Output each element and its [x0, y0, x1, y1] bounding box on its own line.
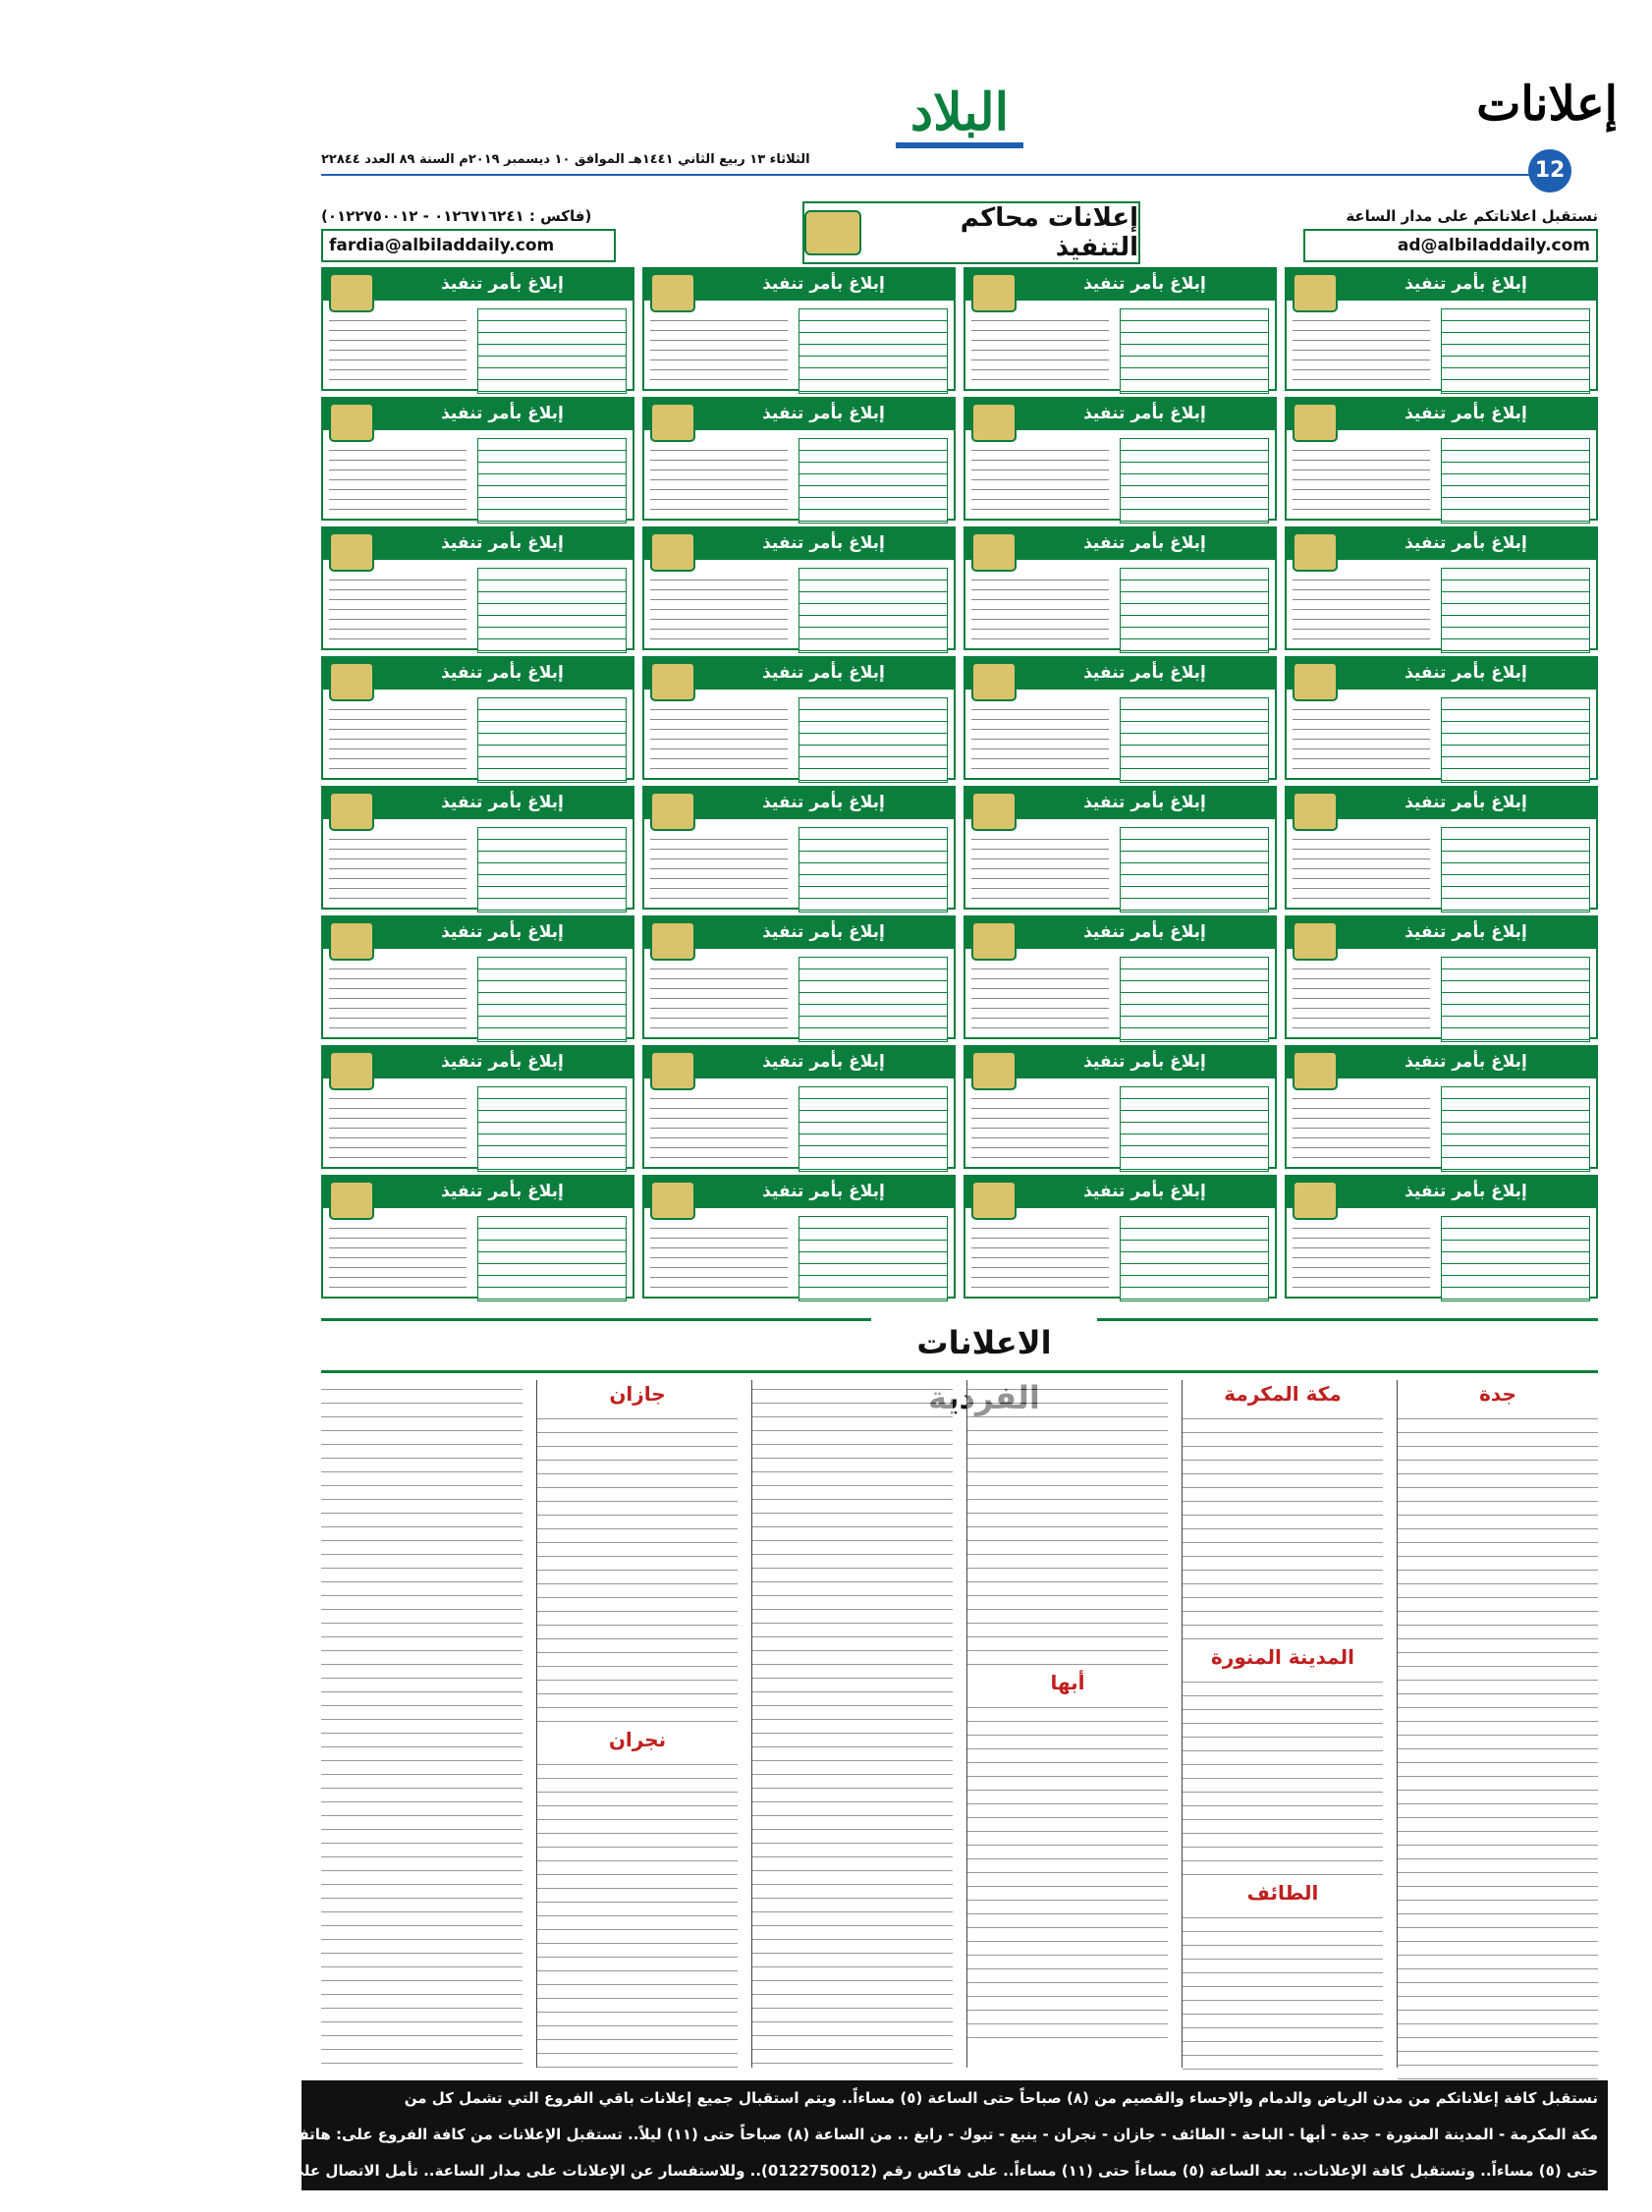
card-title: إبلاغ بأمر تنفيذ — [1083, 922, 1206, 942]
ads-column — [966, 1380, 1168, 2068]
execution-notice-card — [964, 526, 1277, 650]
notice-text — [329, 703, 467, 774]
notice-text — [971, 703, 1109, 774]
ministry-emblem-icon — [650, 1181, 695, 1220]
execution-notice-card — [642, 656, 956, 780]
card-title: إبلاغ بأمر تنفيذ — [762, 274, 885, 294]
ministry-emblem-icon — [971, 1051, 1017, 1090]
individual-ads-banner — [321, 1318, 1598, 1373]
banner-left-email: fardia@albiladdaily.com — [321, 229, 616, 262]
ads-column — [321, 1380, 523, 2068]
ministry-emblem-icon — [1293, 532, 1338, 572]
case-details-table — [1120, 827, 1269, 912]
execution-notice-card — [642, 1045, 956, 1169]
card-title: إبلاغ بأمر تنفيذ — [1083, 533, 1206, 553]
execution-notice-card — [964, 915, 1277, 1039]
case-details-table — [798, 697, 948, 783]
footer-line-1: نستقبل كافة إعلاناتكم من مدن الرياض والدمام والإحساء والقصيم من (٨) صباحاً حتى الساعة (٥) مساءاً.. ويتم استقبال جميع إعلانات باقي الفروع التي تشمل كل من — [404, 2089, 1598, 2107]
banner-title: إعلانات محاكم التنفيذ — [960, 203, 1138, 262]
notice-text — [971, 1092, 1109, 1163]
case-details-table — [798, 568, 948, 653]
footer-line-2: مكة المكرمة - المدينة المنورة - جدة - أبها - الباحة - الطائف - جازان - نجران - ينبع - تبوك - رابغ .. من الساعة (٨) صباحاً حتى (١١) ليلاً.. تستقبل الإعلانات من كافة الفروع على: هاتف (0126711000) فاكس (0126716241) — [0, 2126, 1598, 2143]
ministry-emblem-icon — [971, 921, 1017, 961]
ministry-emblem-icon — [804, 210, 861, 255]
case-details-table — [1441, 438, 1590, 524]
card-title: إبلاغ بأمر تنفيذ — [762, 1182, 885, 1201]
city-heading: المدينة المنورة — [1211, 1645, 1354, 1669]
ministry-emblem-icon — [1293, 792, 1338, 831]
ad-text-block — [1183, 1410, 1383, 1643]
ministry-emblem-icon — [650, 921, 695, 961]
logo-underline — [896, 142, 1023, 148]
case-details-table — [1441, 1216, 1590, 1301]
execution-notice-card — [1285, 915, 1598, 1039]
notice-text — [329, 314, 467, 385]
card-title: إبلاغ بأمر تنفيذ — [1083, 274, 1206, 294]
section-title: إعلانات — [1476, 77, 1618, 132]
ministry-emblem-icon — [329, 1181, 374, 1220]
execution-notice-card — [321, 397, 634, 521]
card-title: إبلاغ بأمر تنفيذ — [1404, 404, 1527, 423]
card-title: إبلاغ بأمر تنفيذ — [762, 533, 885, 553]
issue-bar — [321, 152, 1529, 176]
city-heading: جازان — [609, 1382, 666, 1406]
ministry-emblem-icon — [329, 532, 374, 572]
notice-text — [1293, 703, 1430, 774]
execution-notice-card — [964, 786, 1277, 910]
card-title: إبلاغ بأمر تنفيذ — [1404, 922, 1527, 942]
ministry-emblem-icon — [650, 662, 695, 701]
card-title: إبلاغ بأمر تنفيذ — [1404, 1182, 1527, 1201]
case-details-table — [477, 957, 627, 1042]
ministry-emblem-icon — [329, 1051, 374, 1090]
card-title: إبلاغ بأمر تنفيذ — [762, 922, 885, 942]
card-title: إبلاغ بأمر تنفيذ — [1404, 274, 1527, 294]
case-details-table — [1120, 568, 1269, 653]
card-title: إبلاغ بأمر تنفيذ — [441, 922, 564, 942]
case-details-table — [477, 438, 627, 524]
notice-text — [650, 703, 788, 774]
banner-right-email: ad@albiladdaily.com — [1303, 229, 1598, 262]
card-title: إبلاغ بأمر تنفيذ — [1083, 663, 1206, 683]
footer-notice — [0, 2080, 1608, 2190]
card-title: إبلاغ بأمر تنفيذ — [441, 1052, 564, 1072]
card-title: إبلاغ بأمر تنفيذ — [441, 533, 564, 553]
case-details-table — [477, 697, 627, 783]
case-details-table — [1441, 827, 1590, 912]
execution-notice-card — [642, 1175, 956, 1299]
notice-text — [329, 963, 467, 1033]
banner-right-line1: نستقبل اعلاناتكم على مدار الساعة — [1346, 207, 1598, 225]
ministry-emblem-icon — [650, 1051, 695, 1090]
ministry-emblem-icon — [1293, 273, 1338, 312]
notice-text — [1293, 444, 1430, 515]
ministry-emblem-icon — [1293, 1051, 1338, 1090]
notice-text — [650, 833, 788, 904]
case-details-table — [798, 827, 948, 912]
card-title: إبلاغ بأمر تنفيذ — [441, 793, 564, 812]
ad-text-block — [537, 1410, 738, 1726]
case-details-table — [477, 1086, 627, 1172]
notice-text — [329, 1222, 467, 1293]
execution-notice-card — [321, 1175, 634, 1299]
execution-notice-card — [964, 267, 1277, 391]
card-title: إبلاغ بأمر تنفيذ — [762, 663, 885, 683]
ministry-emblem-icon — [329, 662, 374, 701]
execution-notice-card — [642, 786, 956, 910]
case-details-table — [477, 1216, 627, 1301]
ad-text-block — [1183, 1673, 1383, 1879]
execution-notice-card — [321, 915, 634, 1039]
banner-contact-left — [321, 203, 616, 262]
notice-text — [971, 574, 1109, 644]
banner-contact-right — [1303, 203, 1598, 262]
case-details-table — [477, 827, 627, 912]
newspaper-logo: البلاد — [909, 83, 1010, 142]
execution-notice-card — [1285, 1045, 1598, 1169]
card-title: إبلاغ بأمر تنفيذ — [441, 274, 564, 294]
card-title: إبلاغ بأمر تنفيذ — [441, 1182, 564, 1201]
execution-notice-card — [1285, 526, 1598, 650]
card-title: إبلاغ بأمر تنفيذ — [762, 793, 885, 812]
ministry-emblem-icon — [329, 273, 374, 312]
card-title: إبلاغ بأمر تنفيذ — [1404, 1052, 1527, 1072]
execution-notice-card — [321, 1045, 634, 1169]
notice-text — [329, 574, 467, 644]
execution-notice-card — [1285, 1175, 1598, 1299]
notice-text — [650, 1092, 788, 1163]
case-details-table — [798, 438, 948, 524]
card-title: إبلاغ بأمر تنفيذ — [1083, 1182, 1206, 1201]
case-details-table — [1441, 697, 1590, 783]
ministry-emblem-icon — [650, 792, 695, 831]
card-title: إبلاغ بأمر تنفيذ — [1083, 793, 1206, 812]
execution-notice-card — [964, 1175, 1277, 1299]
ministry-emblem-icon — [329, 403, 374, 442]
execution-notice-card — [1285, 656, 1598, 780]
ad-text-block — [1183, 1908, 1383, 2074]
ads-column — [1182, 1380, 1383, 2068]
notice-text — [650, 1222, 788, 1293]
notice-text — [971, 314, 1109, 385]
notice-text — [329, 833, 467, 904]
notice-text — [971, 833, 1109, 904]
case-details-table — [1120, 957, 1269, 1042]
ministry-emblem-icon — [971, 662, 1017, 701]
ad-text-block — [752, 1380, 953, 2068]
case-details-table — [1441, 308, 1590, 394]
case-details-table — [798, 1086, 948, 1172]
notice-text — [1293, 1092, 1430, 1163]
city-heading: الطائف — [1246, 1881, 1319, 1905]
card-title: إبلاغ بأمر تنفيذ — [1404, 793, 1527, 812]
city-heading: أبها — [1050, 1671, 1085, 1694]
ministry-emblem-icon — [971, 1181, 1017, 1220]
notice-text — [650, 314, 788, 385]
case-details-table — [1120, 1216, 1269, 1301]
notice-text — [329, 1092, 467, 1163]
ministry-emblem-icon — [1293, 921, 1338, 961]
execution-notice-card — [642, 915, 956, 1039]
execution-notice-card — [321, 786, 634, 910]
ad-text-block — [321, 1380, 523, 2068]
footer-line-3: حتى (٥) مساءاً.. وتستقبل كافة الإعلانات.. بعد الساعة (٥) مساءاً حتى (١١) مساءاً.. على فاكس رقم (0122750012).. وللاستفسار عن الإعلانات على مدار الساعة.. تأمل الاتصال على جوال (0567878781) — [125, 2162, 1598, 2180]
banner-left-fax: (فاكس : ٠١٢٦٧١٦٢٤١ - ٠١٢٢٧٥٠٠١٢) — [321, 207, 592, 225]
execution-notice-card — [642, 526, 956, 650]
page-number-badge: 12 — [1528, 149, 1571, 193]
execution-notice-card — [642, 267, 956, 391]
execution-notice-card — [964, 397, 1277, 521]
case-details-table — [1441, 1086, 1590, 1172]
notice-text — [1293, 833, 1430, 904]
notice-text — [1293, 963, 1430, 1033]
banner-title-box — [802, 201, 1140, 264]
individual-ads-title: الاعلانات — [871, 1315, 1097, 1370]
execution-notice-card — [964, 656, 1277, 780]
case-details-table — [798, 1216, 948, 1301]
case-details-table — [477, 308, 627, 394]
execution-notice-card — [1285, 786, 1598, 910]
card-title: إبلاغ بأمر تنفيذ — [1404, 533, 1527, 553]
card-title: إبلاغ بأمر تنفيذ — [762, 1052, 885, 1072]
ministry-emblem-icon — [650, 532, 695, 572]
notice-text — [329, 444, 467, 515]
execution-notice-card — [642, 397, 956, 521]
ministry-emblem-icon — [650, 273, 695, 312]
courts-banner — [321, 201, 1598, 262]
case-details-table — [1120, 438, 1269, 524]
notice-text — [1293, 1222, 1430, 1293]
execution-notice-card — [321, 267, 634, 391]
case-details-table — [1441, 568, 1590, 653]
execution-notice-card — [1285, 397, 1598, 521]
ad-text-block — [537, 1755, 738, 2072]
card-title: إبلاغ بأمر تنفيذ — [1083, 404, 1206, 423]
notice-text — [650, 444, 788, 515]
card-title: إبلاغ بأمر تنفيذ — [1404, 663, 1527, 683]
notice-text — [971, 1222, 1109, 1293]
ministry-emblem-icon — [1293, 1181, 1338, 1220]
card-title: إبلاغ بأمر تنفيذ — [441, 663, 564, 683]
notice-text — [1293, 314, 1430, 385]
ministry-emblem-icon — [329, 792, 374, 831]
ads-column — [751, 1380, 953, 2068]
case-details-table — [1120, 1086, 1269, 1172]
city-heading: نجران — [608, 1728, 667, 1751]
ministry-emblem-icon — [1293, 403, 1338, 442]
execution-notice-card — [321, 656, 634, 780]
city-heading: جدة — [1479, 1382, 1516, 1406]
card-title: إبلاغ بأمر تنفيذ — [762, 404, 885, 423]
case-details-table — [798, 308, 948, 394]
notice-text — [971, 444, 1109, 515]
execution-notice-card — [321, 526, 634, 650]
notice-text — [971, 963, 1109, 1033]
case-details-table — [1120, 308, 1269, 394]
ministry-emblem-icon — [1293, 662, 1338, 701]
ads-column — [1397, 1380, 1598, 2068]
case-details-table — [1120, 697, 1269, 783]
issue-line: الثلاثاء ١٣ ربيع الثاني ١٤٤١هـ الموافق ١٠ ديسمبر ٢٠١٩م السنة ٨٩ العدد ٢٢٨٤٤ — [321, 152, 810, 167]
ad-text-block — [967, 1380, 1168, 1669]
ad-text-block — [1398, 1410, 1598, 2097]
execution-notices-grid — [321, 267, 1598, 1299]
case-details-table — [798, 957, 948, 1042]
notice-text — [1293, 574, 1430, 644]
ministry-emblem-icon — [650, 403, 695, 442]
ministry-emblem-icon — [971, 273, 1017, 312]
execution-notice-card — [1285, 267, 1598, 391]
case-details-table — [1441, 957, 1590, 1042]
notice-text — [650, 963, 788, 1033]
card-title: إبلاغ بأمر تنفيذ — [1083, 1052, 1206, 1072]
case-details-table — [477, 568, 627, 653]
ministry-emblem-icon — [971, 532, 1017, 572]
ads-column — [536, 1380, 738, 2068]
ministry-emblem-icon — [971, 792, 1017, 831]
card-title: إبلاغ بأمر تنفيذ — [441, 404, 564, 423]
notice-text — [650, 574, 788, 644]
page-header — [257, 0, 1652, 182]
ministry-emblem-icon — [971, 403, 1017, 442]
execution-notice-card — [964, 1045, 1277, 1169]
ad-text-block — [967, 1698, 1168, 2042]
individual-ads-columns — [321, 1380, 1598, 2068]
ministry-emblem-icon — [329, 921, 374, 961]
city-heading: مكة المكرمة — [1224, 1382, 1342, 1406]
